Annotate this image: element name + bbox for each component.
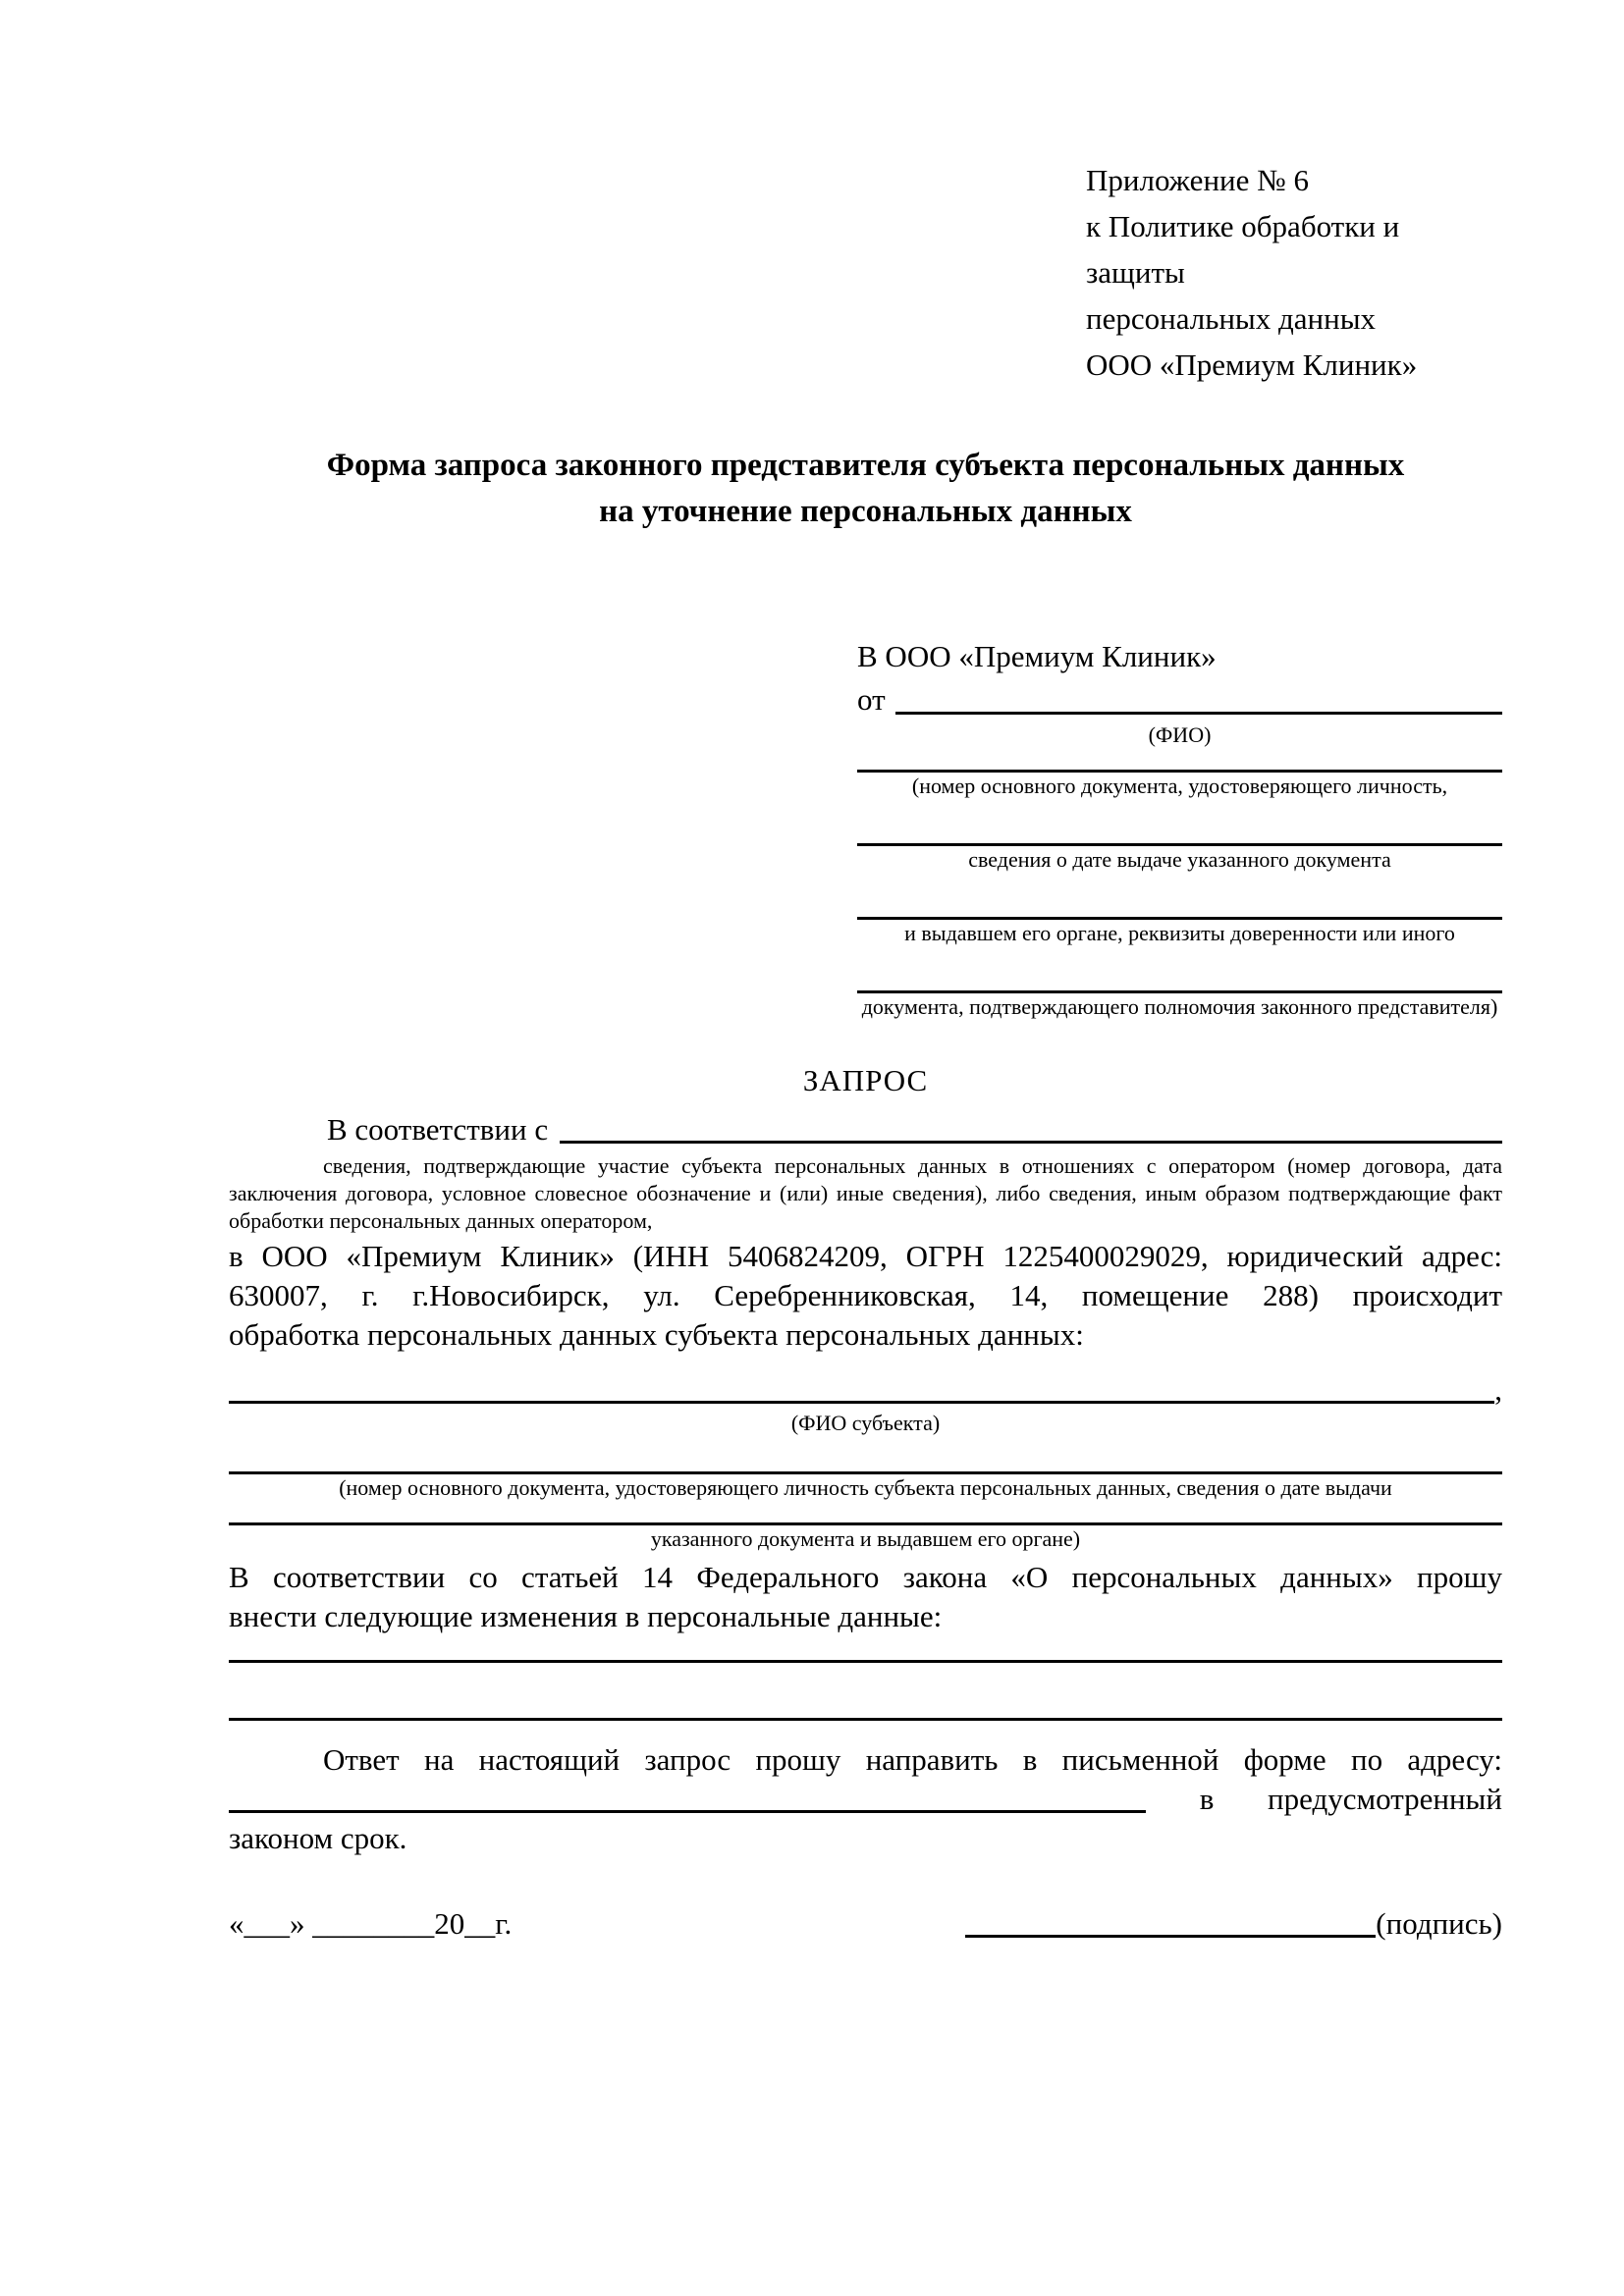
- blank-line: [229, 1718, 1502, 1721]
- addressee-organization: В ООО «Премиум Клиник»: [857, 639, 1217, 673]
- answer-word: предусмотренный: [1268, 1782, 1502, 1816]
- operator-paragraph-line: обработка персональных данных субъекта персональных данных:: [229, 1317, 1084, 1352]
- from-label: от: [857, 682, 886, 717]
- accordance-field: [229, 1110, 1502, 1149]
- blank-line: [229, 1370, 1494, 1404]
- appendix-line: персональных данных: [1086, 301, 1377, 336]
- blank-line: [560, 1110, 1502, 1144]
- appendix-line: к Политике обработки и защиты: [1086, 209, 1400, 290]
- article-paragraph-line: внести следующие изменения в персональные данные:: [229, 1599, 943, 1633]
- signature-row: [229, 1903, 1502, 1945]
- appendix-line: ООО «Премиум Клиник»: [1086, 347, 1418, 382]
- title-line: на уточнение персональных данных: [599, 494, 1132, 529]
- field-caption: документа, подтверждающего полномочия законного представителя): [861, 994, 1498, 1019]
- from-blank-line: [895, 678, 1502, 715]
- subject-doc-caption: (номер основного документа, удостоверяющего личность субъекта персональных данных, сведения о дате выдачи: [339, 1475, 1392, 1500]
- answer-paragraph-line3: законом срок.: [229, 1821, 407, 1855]
- addressee-block: [857, 635, 1502, 1020]
- field-caption: и выдавшем его органе, реквизиты доверенности или иного: [904, 921, 1455, 945]
- accordance-label: В соответствии с: [327, 1112, 549, 1147]
- document-title: [229, 443, 1502, 535]
- note-line: обработки персональных данных оператором,: [229, 1208, 653, 1233]
- note-line: сведения, подтверждающие участие субъекта персональных данных в отношениях с оператором (номер договора, дата: [323, 1153, 1502, 1178]
- operator-paragraph-line: 630007, г. г.Новосибирск, ул. Серебренниковская, 14, помещение 288) происходит: [229, 1278, 1502, 1312]
- answer-paragraph-line1: Ответ на настоящий запрос прошу направить в письменной форме по адресу:: [323, 1742, 1502, 1777]
- trailing-comma: ,: [1494, 1372, 1502, 1407]
- signature-caption: (подпись): [1376, 1906, 1502, 1941]
- article-paragraph: [229, 1558, 1502, 1636]
- from-field: [857, 678, 1502, 721]
- fio-caption: (ФИО): [1148, 722, 1212, 747]
- subject-fio-field: [229, 1370, 1502, 1410]
- date-field: «___» ________20__г.: [229, 1906, 513, 1941]
- blank-line: [229, 1780, 1146, 1813]
- field-caption: сведения о дате выдаче указанного документа: [968, 847, 1391, 872]
- appendix-note: [1086, 0, 1502, 388]
- signature-field: [965, 1903, 1502, 1945]
- operator-paragraph: [229, 1237, 1502, 1355]
- answer-word: в: [1199, 1782, 1215, 1816]
- article-paragraph-line: В соответствии со статьей 14 Федерального закона «О персональных данных» прошу: [229, 1560, 1502, 1594]
- operator-paragraph-line: в ООО «Премиум Клиник» (ИНН 5406824209, ОГРН 1225400029029, юридический адрес:: [229, 1239, 1502, 1273]
- field-caption: (номер основного документа, удостоверяющего личность,: [911, 774, 1448, 798]
- title-line: Форма запроса законного представителя субъекта персональных данных: [326, 448, 1405, 483]
- note-line: заключения договора, условное словесное обозначение и (или) иные сведения), либо сведения, иным образом подтверждающие факт: [229, 1181, 1502, 1205]
- accordance-note: [229, 1152, 1502, 1235]
- request-heading: ЗАПРОС: [802, 1063, 929, 1097]
- subject-fio-caption: (ФИО субъекта): [790, 1411, 941, 1435]
- appendix-line: Приложение № 6: [1086, 163, 1309, 197]
- blank-line: [229, 1660, 1502, 1663]
- subject-doc-caption: указанного документа и выдавшем его органе): [650, 1526, 1081, 1551]
- answer-address-field: [229, 1780, 1502, 1819]
- signature-blank-line: [965, 1903, 1376, 1938]
